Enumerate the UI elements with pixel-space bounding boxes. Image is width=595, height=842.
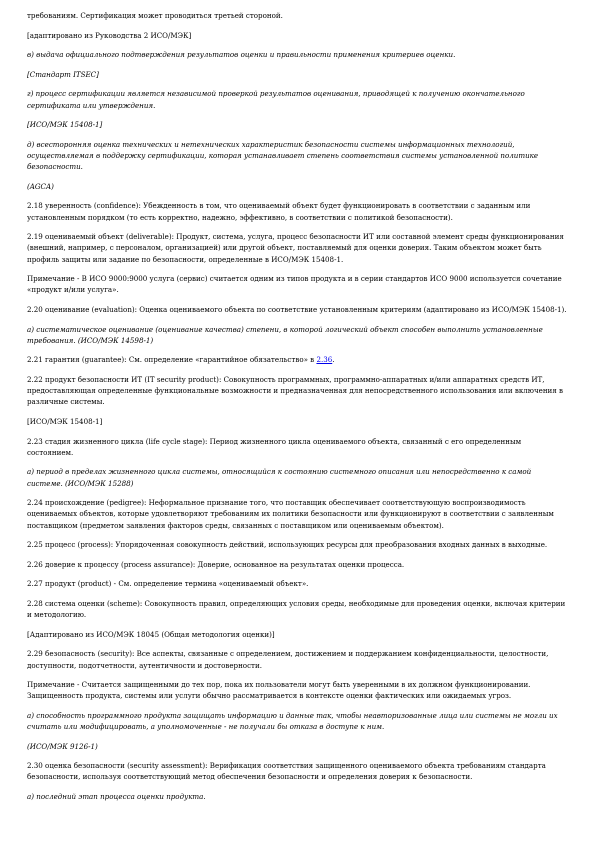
definition-2-30: 2.30 оценка безопасности (security assessment): Верификация соответствия защищенного оцениваемого объекта требованиям стандарта безопасности, используя соответствующий метод обеспечения безопасности и определения доверия к безопасности. [27, 761, 546, 782]
definition-2-21 [27, 354, 569, 365]
paragraph: а) период в пределах жизненного цикла системы, относящийся к состоянию системного описания или непосредственно к самой системе. (ИСО/МЭК 15288) [27, 467, 532, 488]
definition-2-21-tail: . [332, 355, 335, 365]
definition-2-29: 2.29 безопасность (security): Все аспекты, связанные с определением, достижением и поддержанием конфиденциальности, целостности, доступности, подотчетности, аутентичности и достоверности. [27, 649, 549, 670]
paragraph: а) систематическое оценивание (оценивание качества) степени, в которой логический объект способен выполнить установленные требования. (ИСО/МЭК 14598-1) [27, 324, 543, 345]
paragraph: а) способность программного продукта защищать информацию и данные так, чтобы неавторизованные лица или системы не могли их считать или модифицировать, а уполномоченные - не получали бы отказа в доступе к ним. [27, 710, 558, 732]
definition-2-19: 2.19 оцениваемый объект (deliverable): Продукт, система, услуга, процесс безопасности ИТ или составной элемент среды функционирования (внешний, например, с персоналом, организацией) или другой объект, поставляемый для оценки доверия. Таким объектом может быть профиль защиты или задание по безопасности, определенные в ИСО/МЭК 15408-1. [27, 232, 564, 264]
paragraph: требованиям. Сертификация может проводиться третьей стороной. [27, 11, 283, 20]
paragraph: [ИСО/МЭК 15408-1] [27, 120, 103, 130]
paragraph: [Адаптировано из ИСО/МЭК 18045 (Общая методология оценки)] [27, 629, 275, 639]
definition-2-24: 2.24 происхождение (pedigree): Неформальное признание того, что поставщик обеспечивает соответствующую воспроизводимость оцениваемых объектов, которые удовлетворяют требованиям их политики безопасности или функционируют в соответствии с заявленным поставщиком (предметом заявления факторов среды, связанных с поставщиком или оцениваемым объектом). [27, 498, 554, 530]
note: Примечание - В ИСО 9000:9000 услуга (сервис) считается одним из типов продукта и в серии стандартов ИСО 9000 используется сочетание «продукт и/или услуга». [27, 274, 562, 295]
definition-2-26: 2.26 доверие к процессу (process assurance): Доверие, основанное на результатах оценки процесса. [27, 559, 405, 569]
paragraph: в) выдача официального подтверждения результатов оценки и правильности применения критериев оценки. [27, 50, 456, 60]
definition-2-18: 2.18 уверенность (confidence): Убежденность в том, что оцениваемый объект будет функционировать в соответствии с заданным или установленным порядком (то есть корректно, надежно, эффективно, в соответствии с политикой безопасности). [27, 201, 531, 222]
cross-reference-link[interactable]: 2.36 [316, 355, 333, 365]
definition-2-23: 2.23 стадия жизненного цикла (life cycle stage): Период жизненного цикла оцениваемого объекта, связанный с его определенным состоянием. [27, 436, 522, 457]
note: Примечание - Считается защищенными до тех пор, пока их пользователи могут быть уверенными в их должном функционировании. Защищенность продукта, системы или услуги обычно рассматривается в контексте оценки фактических или ожидаемых угроз. [27, 680, 531, 701]
definition-2-27: 2.27 продукт (product) - См. определение термина «оцениваемый объект». [27, 579, 309, 589]
definition-2-25: 2.25 процесс (process): Упорядоченная совокупность действий, использующих ресурсы для преобразования входных данных в выходные. [27, 540, 548, 550]
definition-2-22: 2.22 продукт безопасности ИТ (IT security product): Совокупность программных, программно-аппаратных и/или аппаратных средств ИТ, предоставляющая определенные функциональные возможности и предназначенная для непосредственного использования или включения в различные системы. [27, 374, 564, 407]
paragraph: д) всесторонняя оценка технических и нетехнических характеристик безопасности системы информационных технологий, осуществляемая в поддержку сертификации, которая устанавливает степень соответствия системы установленной политике безопасности. [27, 139, 539, 172]
paragraph: г) процесс сертификации является независимой проверкой результатов оценивания, приводящей к получению окончательного сертификата или утверждения. [27, 89, 525, 110]
paragraph: а) последний этап процесса оценки продукта. [27, 792, 206, 802]
paragraph: (ИСО/МЭК 9126-1) [27, 741, 98, 751]
definition-2-28: 2.28 система оценки (scheme): Совокупность правил, определяющих условия среды, необходимые для проведения оценки, включая критерии и методологию. [27, 598, 566, 620]
paragraph: (AGCA) [27, 181, 54, 191]
paragraph: [Стандарт ITSEC] [27, 69, 99, 79]
paragraph: [адаптировано из Руководства 2 ИСО/МЭК] [27, 30, 192, 40]
definition-2-21-text: 2.21 гарантия (guarantee): См. определение «гарантийное обязательство» в [27, 355, 317, 365]
paragraph: [ИСО/МЭК 15408-1] [27, 416, 103, 426]
definition-2-20: 2.20 оценивание (evaluation): Оценка оцениваемого объекта по соответствие установленным критериям (адаптировано из ИСО/МЭК 15408-1). [27, 304, 567, 314]
